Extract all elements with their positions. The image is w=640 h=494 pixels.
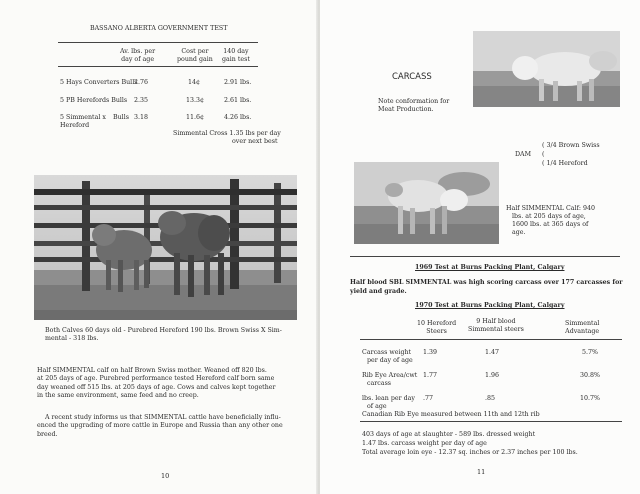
test-title: BASSANO ALBERTA GOVERNMENT TEST [90,25,228,32]
table-header-rule [360,339,622,340]
row-carcass-label: Carcass weight per day of age [362,349,413,364]
row-carcass-a: 1.39 [423,349,438,356]
row-sim-sub: Bulls [113,114,129,121]
right-page [320,0,640,494]
simmental-cross-note: Simmental Cross 1.35 lbs per day [173,130,281,137]
row-pb-v3: 2.61 lbs. [224,97,252,104]
calf-caption-line1: Half SIMMENTAL Calf: 940 [506,205,596,212]
dam-line3: ( 1/4 Hereford [542,160,588,167]
header-avg-lbs: Av. lbs. per day of age [120,48,156,63]
page-number-right: 11 [477,468,486,476]
row-lean-b: .85 [485,395,496,402]
calf-caption-line4: age. [512,229,526,236]
row-carcass-c: 5.7% [582,349,598,356]
summary-line2: 1.47 lbs. carcass weight per day of age [362,440,487,447]
row-lean-a: .77 [423,395,434,402]
row-sim-v2: 11.6¢ [186,114,205,121]
row-carcass-b: 1.47 [485,349,500,356]
paragraph-simmental-calf: Half SIMMENTAL calf on half Brown Swiss mother. Weaned off 820 lbs. at 205 days of age. Purebred performance tested Hereford calf born same day weaned off 515 lbs. at 205 days of age. Cows and calves kept together in the same environment, same feed and no creep. [37,367,276,400]
rib-eye-footnote: Canadian Rib Eye measured between 11th and 12th rib [362,411,540,418]
photo-caption-line1: Both Calves 60 days old - Purebred Hereford 190 lbs. Brown Swiss X Sim- [45,327,282,334]
col-hereford: 10 Hereford Steers [417,320,457,335]
row-pb-v1: 2.35 [134,97,149,104]
left-page [0,0,318,494]
carcass-note-line2: Meat Production. [378,106,434,113]
row-lean-c: 10.7% [580,395,601,402]
header-rule [58,66,258,67]
test-1969-text-line1: Half blood SBL SIMMENTAL was high scoring carcass over 177 carcasses for [350,279,623,286]
row-ribeye-a: 1.77 [423,372,438,379]
page-number-left: 10 [161,472,170,480]
row-sim-v3: 4.26 lbs. [224,114,252,121]
table-bottom-rule [360,421,622,422]
row-pb-v2: 13.3¢ [186,97,205,104]
dam-label: DAM [515,151,532,158]
calf-caption-line2: lbs. at 205 days of age, [512,213,586,220]
summary-line1: 403 days of age at slaughter - 589 lbs. dressed weight [362,431,536,438]
row-ribeye-c: 30.8% [580,372,601,379]
row-pb-label: 5 PB Herefords Bulls [60,97,128,104]
row-sim-label2: Hereford [60,122,90,129]
calf-caption-line3: 1600 lbs. at 365 days of [512,221,589,228]
test-1969-text-line2: yield and grade. [350,288,407,295]
row-ribeye-b: 1.96 [485,372,500,379]
summary-line3: Total average loin eye - 12.37 sq. inches or 2.37 inches per 100 lbs. [362,449,578,456]
row-hays-v2: 14¢ [188,79,201,86]
carcass-title: CARCASS [392,72,432,82]
row-sim-v1: 3.18 [134,114,149,121]
test-1970-title: 1970 Test at Burns Packing Plant, Calgary [415,302,565,309]
test-1969-title: 1969 Test at Burns Packing Plant, Calgary [415,264,565,271]
row-ribeye-label: Rib Eye Area/cwt carcass [362,372,418,387]
dam-line2: ( [542,151,545,158]
over-next-best: over next best [232,138,278,145]
photo-caption-line2: mental - 318 lbs. [45,335,99,342]
paragraph-recent-study: A recent study informs us that SIMMENTAL cattle have beneficially influ- enced the upgrading of more cattle in Europe and Russia than any other one breed. [37,414,283,438]
carcass-note-line1: Note conformation for [378,98,450,105]
row-lean-label: lbs. lean per day of age [362,395,415,410]
header-gain-test: 140 day gain test [222,48,250,63]
dam-calf-photo [354,162,499,244]
row-sim-label: 5 Simmental x [60,114,106,121]
calves-photo [34,175,297,320]
dam-line1: ( 3/4 Brown Swiss [542,142,600,149]
col-advantage: Simmental Advantage [565,320,600,335]
row-hays-label: 5 Hays Converters Bulls [60,79,138,86]
section-rule [350,256,620,257]
row-hays-v1: 2.76 [134,79,149,86]
carcass-cattle-photo [473,31,620,107]
header-cost: Cost per pound gain [177,48,213,63]
row-hays-v3: 2.91 lbs. [224,79,252,86]
table-top-rule [58,42,258,43]
col-simmental: 9 Half blood Simmental steers [468,318,524,333]
